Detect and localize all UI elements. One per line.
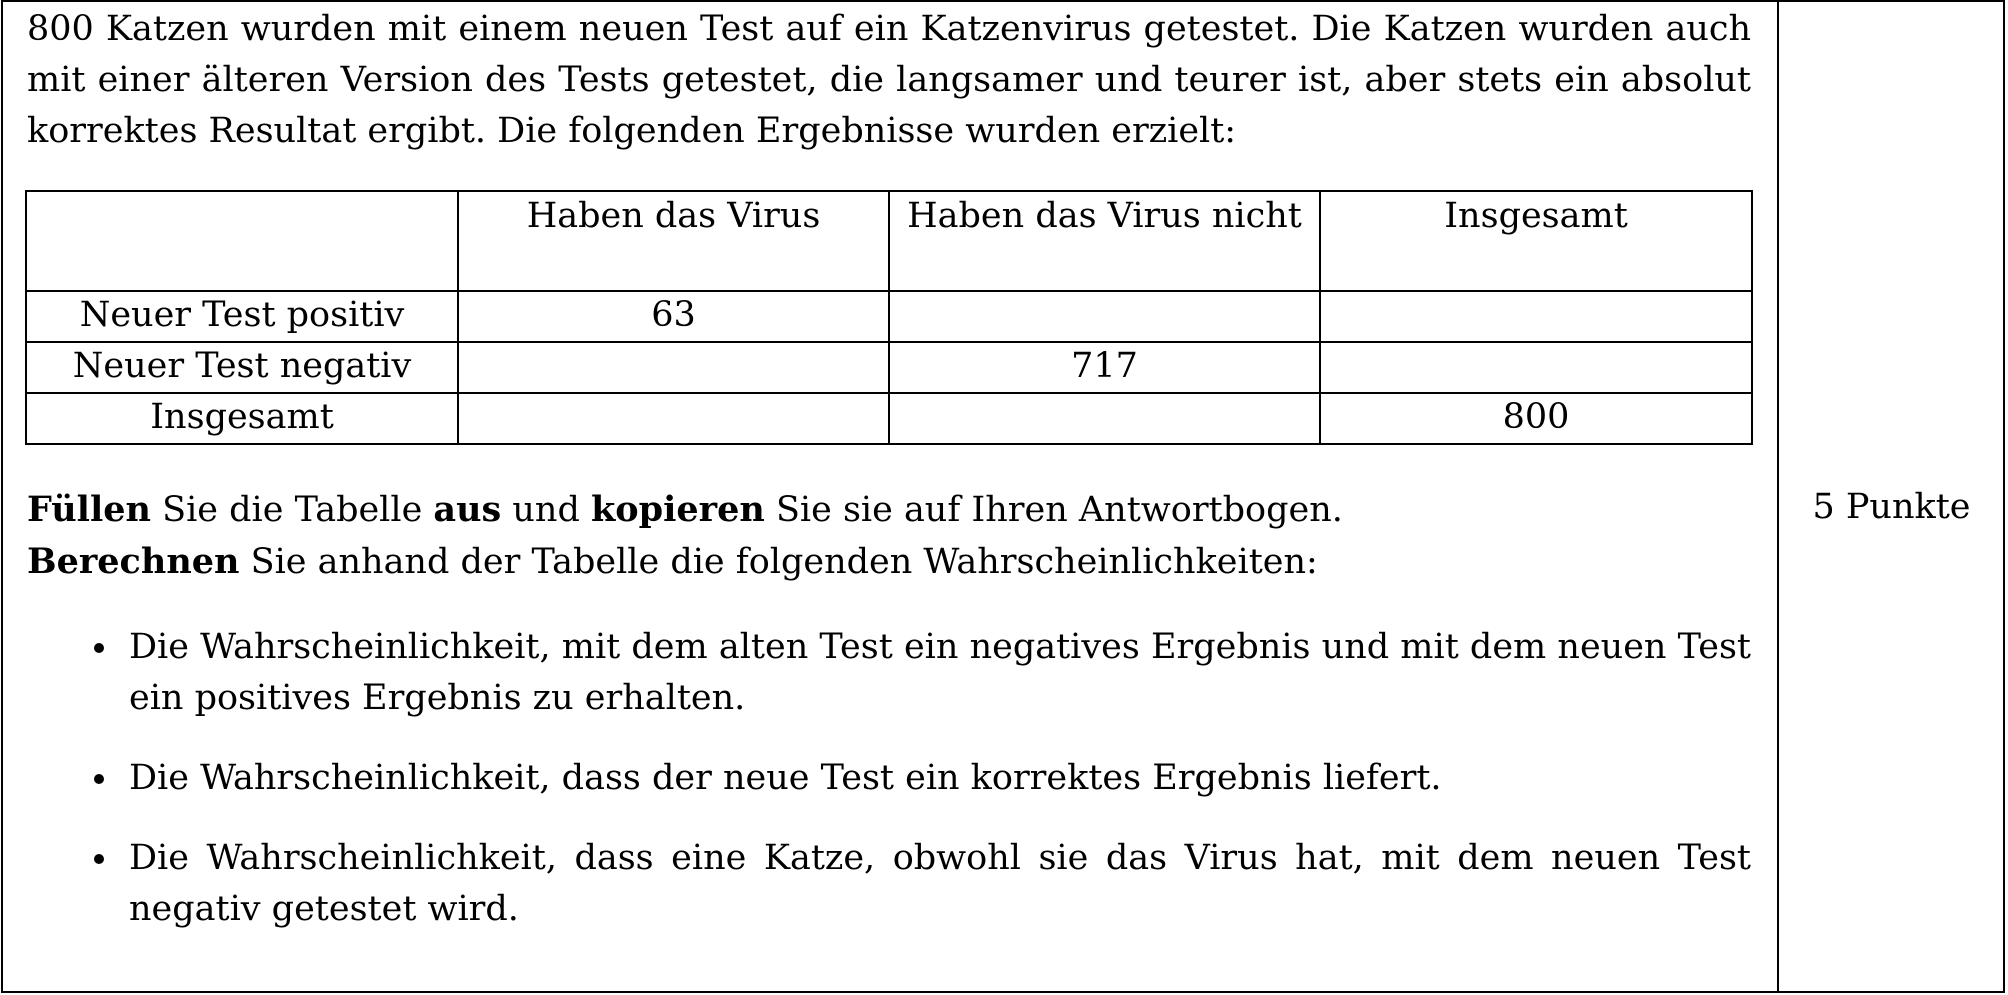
list-item (27, 753, 1751, 804)
table-cell: 800 (1320, 393, 1752, 444)
intro-text: 800 Katzen wurden mit einem neuen Test auf ein Katzenvirus getestet. Die Katzen wurden auch mit einer älteren Version des Tests getestet, die langsamer und teurer ist, aber stets ein absolut korrektes Resultat ergibt. Die folgenden Ergebnisse wurden erzielt: (27, 9, 1751, 151)
instruction-line-calculate (27, 536, 1751, 588)
bullet-icon (94, 643, 104, 653)
table-row (26, 342, 1752, 393)
list-item (27, 833, 1751, 935)
probability-list (27, 622, 1751, 964)
table-cell (1320, 291, 1752, 342)
keyword-copy: kopieren (591, 489, 765, 530)
table-header-cell: Haben das Virus nicht (889, 191, 1320, 291)
table-header-cell (26, 191, 458, 291)
contingency-table (25, 190, 1753, 445)
keyword-fill: Füllen (27, 489, 151, 530)
table-cell: 717 (889, 342, 1320, 393)
question-body (27, 4, 1751, 157)
table-header-row (26, 191, 1752, 291)
points-label: 5 Punkte (1812, 487, 1971, 527)
list-item (27, 622, 1751, 724)
table-header-cell: Haben das Virus (458, 191, 889, 291)
bullet-icon (94, 854, 104, 864)
instruction-text: Sie sie auf Ihren Antwortbogen. (764, 490, 1343, 530)
table-header-cell: Insgesamt (1320, 191, 1752, 291)
list-item-text: Die Wahrscheinlichkeit, dass der neue Test ein korrektes Ergebnis liefert. (129, 758, 1442, 798)
table-cell (889, 393, 1320, 444)
keyword-out: aus (433, 489, 502, 530)
instruction-text: Sie die Tabelle (151, 490, 434, 530)
table-cell: 63 (458, 291, 889, 342)
instructions (27, 484, 1751, 588)
keyword-calculate: Berechnen (27, 541, 240, 582)
list-item-text: Die Wahrscheinlichkeit, mit dem alten Test ein negatives Ergebnis und mit dem neuen Test ein positives Ergebnis zu erhalten. (129, 627, 1751, 718)
table-row (26, 393, 1752, 444)
table-row (26, 291, 1752, 342)
table-cell (458, 393, 889, 444)
bullet-icon (94, 774, 104, 784)
table-cell (1320, 342, 1752, 393)
table-row-label: Neuer Test negativ (26, 342, 458, 393)
list-item-text: Die Wahrscheinlichkeit, dass eine Katze, obwohl sie das Virus hat, mit dem neuen Test negativ getestet wird. (129, 838, 1751, 929)
instruction-text: und (501, 490, 592, 530)
table-row-label: Neuer Test positiv (26, 291, 458, 342)
table-row-label: Insgesamt (26, 393, 458, 444)
instruction-line-fill (27, 484, 1751, 536)
table-cell (889, 291, 1320, 342)
instruction-text: Sie anhand der Tabelle die folgenden Wahrscheinlichkeiten: (239, 542, 1318, 582)
table-cell (458, 342, 889, 393)
